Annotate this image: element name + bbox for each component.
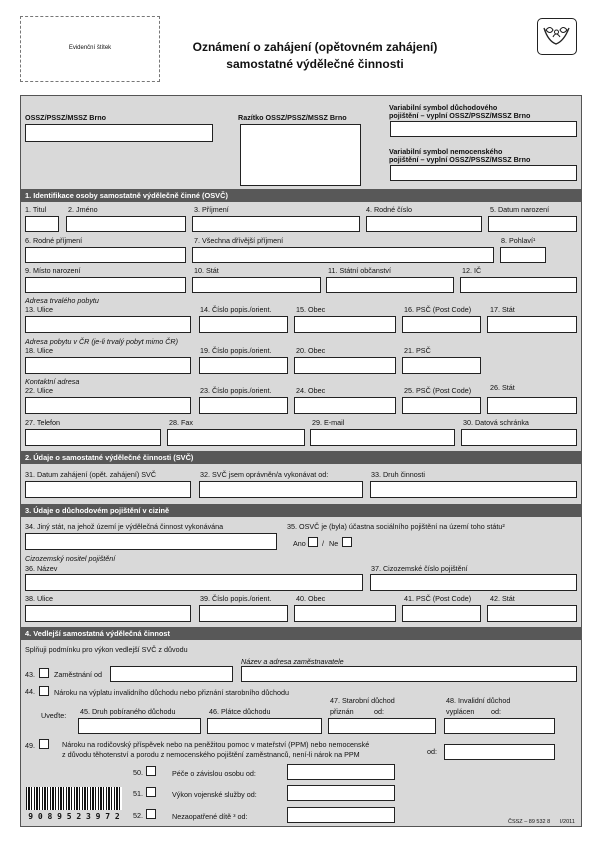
label-email: 29. E-mail [312, 418, 345, 427]
num-52: 52. [133, 811, 143, 820]
city-field-40[interactable] [294, 605, 396, 622]
addr-permanent-heading: Adresa trvalého pobytu [25, 296, 99, 305]
num-51: 51. [133, 789, 143, 798]
label-state-26: 26. Stát [490, 383, 515, 392]
label-state-17: 17. Stát [490, 305, 515, 314]
pension-payer-field[interactable] [207, 718, 322, 734]
label-state-42: 42. Stát [490, 594, 515, 603]
label-street-22: 22. Ulice [25, 386, 53, 395]
label-employment-from: Zaměstnání od [54, 670, 102, 679]
label-disability-pension: 48. Invalidní důchod [446, 696, 511, 705]
data-box-field[interactable] [461, 429, 577, 446]
surname-field[interactable] [192, 216, 360, 232]
checkbox-50[interactable] [146, 766, 156, 776]
start-date-field[interactable] [25, 481, 191, 498]
zip-field-16[interactable] [402, 316, 481, 333]
label-disability-paid: vyplácen [446, 707, 475, 716]
carrier-name-field[interactable] [25, 574, 363, 591]
label-child-from: Nezaopatřené dítě ³ od: [172, 812, 248, 821]
label-uvedte: Uveďte: [41, 711, 67, 720]
gender-field[interactable] [500, 247, 546, 263]
addr-contact-heading: Kontaktní adresa [25, 377, 80, 386]
label-surname: 3. Příjmení [194, 205, 229, 214]
label-carrier-name: 36. Název [25, 564, 58, 573]
house-no-field-14[interactable] [199, 316, 288, 333]
num-43: 43. [25, 670, 35, 679]
house-no-field-23[interactable] [199, 397, 288, 414]
label-gender: 8. Pohlaví¹ [501, 236, 536, 245]
activity-type-field[interactable] [370, 481, 577, 498]
employer-field[interactable] [241, 666, 577, 682]
label-zip-41: 41. PSČ (Post Code) [404, 594, 472, 603]
old-age-from-field[interactable] [328, 718, 436, 734]
birth-place-field[interactable] [25, 277, 186, 293]
vs-pension-label-1: Variabilní symbol důchodového [389, 103, 498, 112]
checkbox-ne[interactable] [342, 537, 352, 547]
label-pension-claim: Nároku na výplatu invalidního důchodu nebo přiznání starobního důchodu [54, 688, 289, 697]
label-disability-from: od: [491, 707, 501, 716]
foreign-number-field[interactable] [370, 574, 577, 591]
label-house-no-39: 39. Číslo popis./orient. [200, 594, 272, 603]
label-parental-from: od: [427, 747, 437, 756]
barcode-number: 9 0 8 9 5 2 3 9 7 2 [28, 812, 120, 821]
citizenship-field[interactable] [326, 277, 454, 293]
label-zip-25: 25. PSČ (Post Code) [404, 386, 472, 395]
birth-surname-field[interactable] [25, 247, 186, 263]
label-house-no-23: 23. Číslo popis./orient. [200, 386, 272, 395]
label-employer: Název a adresa zaměstnavatele [241, 657, 344, 666]
state-field-26[interactable] [487, 397, 577, 414]
checkbox-52[interactable] [146, 809, 156, 819]
label-care-from: Péče o závislou osobu od: [172, 769, 256, 778]
label-title: 1. Titul [25, 205, 47, 214]
label-parental-line2: z důvodu těhotenství a porodu z nemocenského pojištění zaměstnanců, není-li nárok na PPM [62, 750, 360, 759]
street-field-38[interactable] [25, 605, 191, 622]
label-data-box: 30. Datová schránka [463, 418, 529, 427]
section-3-header: 3. Údaje o důchodovém pojištění v cizině [20, 504, 582, 517]
city-field-20[interactable] [294, 357, 396, 374]
house-no-field-19[interactable] [199, 357, 288, 374]
label-city-24: 24. Obec [296, 386, 326, 395]
label-foreign-state: 34. Jiný stát, na jehož území je výdělečná činnost vykonávána [25, 522, 224, 531]
evidence-sticker-label: Evidenční štítek [68, 45, 112, 51]
zip-field-41[interactable] [402, 605, 481, 622]
house-no-field-39[interactable] [199, 605, 288, 622]
stamp-label: Razítko OSSZ/PSSZ/MSSZ Brno [238, 113, 347, 122]
label-city-40: 40. Obec [296, 594, 326, 603]
section-4-header: 4. Vedlejší samostatná výdělečná činnost [20, 627, 582, 640]
vs-sickness-label-2: pojištění – vyplní OSSZ/PSSZ/MSSZ Brno [389, 155, 531, 164]
label-first-name: 2. Jméno [68, 205, 98, 214]
foreign-carrier-heading: Cizozemský nositel pojištění [25, 554, 116, 563]
vs-sickness-label-1: Variabilní symbol nemocenského [389, 147, 503, 156]
email-field[interactable] [310, 429, 455, 446]
label-ne: Ne [329, 539, 339, 548]
s4-intro: Splňuji podmínku pro výkon vedlejší SVČ z důvodu [25, 645, 188, 654]
label-street-38: 38. Ulice [25, 594, 53, 603]
care-from-field[interactable] [287, 764, 395, 780]
form-version: I/2011 [560, 819, 575, 825]
label-phone: 27. Telefon [25, 418, 61, 427]
label-former-surnames: 7. Všechna dřívější příjmení [194, 236, 284, 245]
child-from-field[interactable] [287, 807, 395, 823]
barcode [26, 787, 122, 810]
num-50: 50. [133, 768, 143, 777]
label-birth-state: 10. Stát [194, 266, 219, 275]
label-foreign-number: 37. Cizozemské číslo pojištění [371, 564, 468, 573]
label-city-15: 15. Obec [296, 305, 326, 314]
vs-pension-field[interactable] [390, 121, 577, 137]
street-field-18[interactable] [25, 357, 191, 374]
street-field-13[interactable] [25, 316, 191, 333]
label-old-age-granted: přiznán [330, 707, 354, 716]
label-citizenship: 11. Státní občanství [328, 266, 391, 275]
label-start-date: 31. Datum zahájení (opět. zahájení) SVČ [25, 470, 157, 479]
label-zip-16: 16. PSČ (Post Code) [404, 305, 472, 314]
label-ico: 12. IČ [462, 266, 482, 275]
label-zip-21: 21. PSČ [404, 346, 431, 355]
birth-state-field[interactable] [192, 277, 321, 293]
label-street-13: 13. Ulice [25, 305, 53, 314]
form-code: ČSSZ – 89 532 8 [508, 819, 551, 825]
street-field-22[interactable] [25, 397, 191, 414]
vs-pension-label-2: pojištění – vyplní OSSZ/PSSZ/MSSZ Brno [389, 111, 531, 120]
label-birth-date: 5. Datum narození [490, 205, 550, 214]
label-street-18: 18. Ulice [25, 346, 53, 355]
zip-field-21[interactable] [402, 357, 481, 374]
checkbox-43[interactable] [39, 668, 49, 678]
label-foreign-insurance: 35. OSVČ je (byla) účastna sociálního pojištění na území toho státu² [287, 522, 505, 531]
checkbox-49[interactable] [39, 739, 49, 749]
fax-field[interactable] [167, 429, 305, 446]
form-title-line1: Oznámení o zahájení (opětovném zahájení) [192, 40, 438, 54]
label-activity-type: 33. Druh činnosti [371, 470, 425, 479]
form-title-line2: samostatné výdělečné činnosti [226, 57, 404, 71]
office-field[interactable] [25, 124, 213, 142]
city-field-24[interactable] [294, 397, 396, 414]
num-44: 44. [25, 687, 35, 696]
label-military-from: Výkon vojenské služby od: [172, 790, 257, 799]
num-49: 49. [25, 741, 35, 750]
checkbox-ano[interactable] [308, 537, 318, 547]
addr-cz-heading: Adresa pobytu v ČR (je-li trvalý pobyt mimo ČR) [25, 337, 178, 346]
foreign-state-field[interactable] [25, 533, 277, 550]
employment-from-field[interactable] [110, 666, 233, 682]
first-name-field[interactable] [66, 216, 186, 232]
state-field-42[interactable] [487, 605, 577, 622]
stamp-box [240, 124, 361, 186]
label-slash: / [322, 539, 324, 548]
state-field-17[interactable] [487, 316, 577, 333]
label-authorized-from: 32. SVČ jsem oprávněn/a vykonávat od: [200, 470, 329, 479]
military-from-field[interactable] [287, 785, 395, 801]
checkbox-44[interactable] [39, 686, 49, 696]
label-fax: 28. Fax [169, 418, 193, 427]
label-birth-surname: 6. Rodné příjmení [25, 236, 83, 245]
section-2-header: 2. Údaje o samostatné výdělečné činnosti (SVČ) [20, 451, 582, 464]
label-city-20: 20. Obec [296, 346, 326, 355]
title-field[interactable] [25, 216, 59, 232]
city-field-15[interactable] [294, 316, 396, 333]
zip-field-25[interactable] [402, 397, 481, 414]
checkbox-51[interactable] [146, 787, 156, 797]
disability-from-field[interactable] [444, 718, 555, 734]
birth-number-field[interactable] [366, 216, 482, 232]
authorized-from-field[interactable] [199, 481, 363, 498]
birth-date-field[interactable] [488, 216, 577, 232]
label-pension-payer: 46. Plátce důchodu [209, 707, 271, 716]
pension-type-field[interactable] [78, 718, 201, 734]
former-surnames-field[interactable] [192, 247, 494, 263]
label-old-age-pension: 47. Starobní důchod [330, 696, 395, 705]
label-ano: Ano [293, 539, 306, 548]
label-old-age-from: od: [374, 707, 384, 716]
label-house-no-14: 14. Číslo popis./orient. [200, 305, 272, 314]
label-parental-line1: Nároku na rodičovský příspěvek nebo na peněžitou pomoc v mateřství (PPM) nebo nemocenské [62, 740, 370, 749]
vs-sickness-field[interactable] [390, 165, 577, 181]
label-birth-number: 4. Rodné číslo [366, 205, 412, 214]
section-1-header: 1. Identifikace osoby samostatně výdělečně činné (OSVČ) [20, 189, 582, 202]
label-house-no-19: 19. Číslo popis./orient. [200, 346, 272, 355]
office-label: OSSZ/PSSZ/MSSZ Brno [25, 113, 107, 122]
cssz-logo-icon [537, 18, 577, 55]
label-pension-type: 45. Druh pobíraného důchodu [80, 707, 176, 716]
label-birth-place: 9. Místo narození [25, 266, 81, 275]
ico-field[interactable] [460, 277, 577, 293]
phone-field[interactable] [25, 429, 161, 446]
parental-from-field[interactable] [444, 744, 555, 760]
